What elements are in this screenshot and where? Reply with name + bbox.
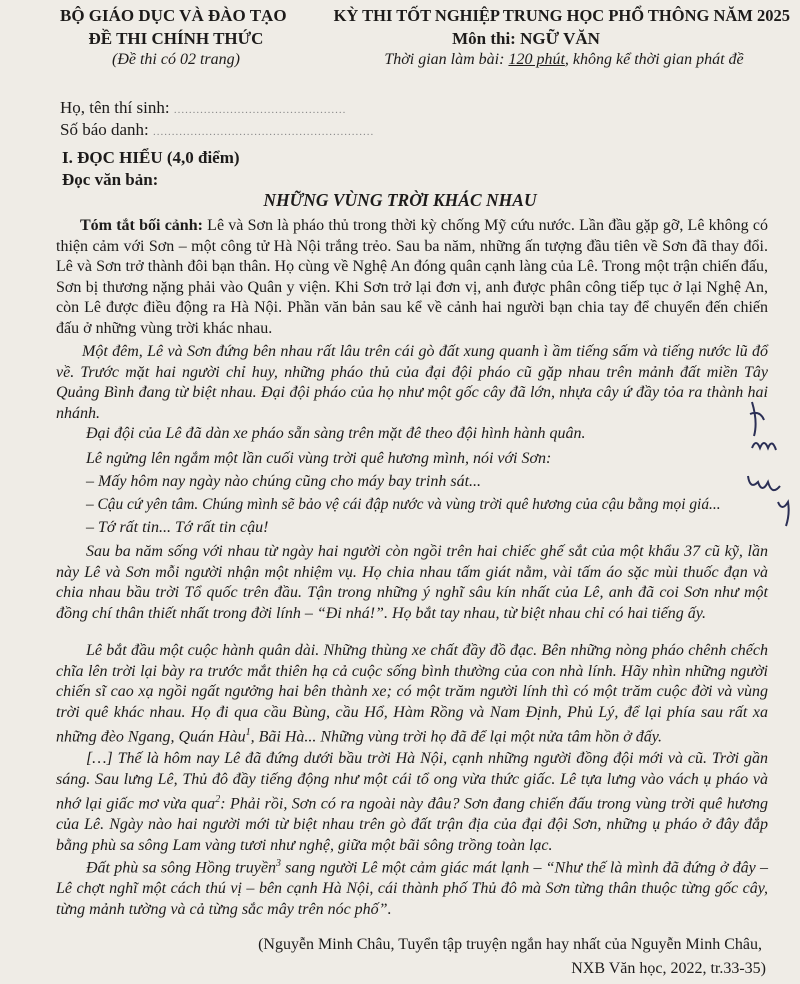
exam-time [296,51,796,69]
candidate-id-label: Số báo danh: [60,120,149,139]
pen-mark-2 [752,443,776,450]
page-count: (Đề thi có 02 trang) [112,51,240,68]
read-label: Đọc văn bản: [62,170,159,189]
context-paragraph [56,216,768,340]
time-suffix: , không kể thời gian phát đề [564,51,744,68]
footnote-ref-1: 1 [245,727,251,739]
dialogue-line-2: – Cậu cứ yên tâm. Chúng mình sẽ bảo vệ cái đập nước và vùng trời quê hương của cậu bằng mọi giá... [86,496,721,513]
exam-subject: Môn thi: NGỮ VĂN [452,29,600,48]
candidate-name-value: .............................................. [173,104,347,116]
candidate-id-value: ........................................................... [153,126,375,138]
candidate-id-row [60,120,374,140]
context-text: Lê và Sơn là pháo thủ trong thời kỳ chống Mỹ cứu nước. Lần đầu gặp gỡ, Lê không có thiện cảm với Sơn – một công tử Hà Nội trắng trẻo. Sau ba năm, những ấn tượng đầu tiên về Sơn đã thay đổi. Lê và Sơn trở thành đôi bạn thân. Họ cùng về Nghệ An đóng quân cạnh làng của Lê. Trong một trận chiến đấu, Sơn bị thương nặng phải vào Quân y viện. Khi Sơn trở lại đơn vị, anh được phân công tiếp tục ở lại Nghệ An, còn Lê được điều động ra Hà Nội. Phần văn bản sau kể về cảnh hai người bạn chia tay để chuyển đến chiến đấu ở những vùng trời khác nhau. [56,217,769,337]
header-left [60,6,292,69]
story-paragraph-6 [56,749,768,856]
exam-title: KỲ THI TỐT NGHIỆP TRUNG HỌC PHỔ THÔNG NĂM 2025 [333,6,790,25]
official-label: ĐỀ THI CHÍNH THỨC [88,29,264,48]
ministry-name: BỘ GIÁO DỤC VÀ ĐÀO TẠO [60,6,287,25]
time-prefix: Thời gian làm bài: [384,51,509,68]
source-line-2: NXB Văn học, 2022, tr.33-35) [571,960,766,977]
source-line-1: (Nguyễn Minh Châu, Tuyển tập truyện ngắn hay nhất của Nguyễn Minh Châu, [258,936,762,953]
dialogue-line-1: – Mấy hôm nay ngày nào chúng cũng cho máy bay trinh sát... [86,473,482,490]
story-paragraph-5 [56,641,768,748]
pen-mark-1 [750,402,764,436]
story-paragraph-3: Lê ngửng lên ngắm một lần cuối vùng trời quê hương mình, nói với Sơn: [86,450,552,467]
p5-tail: , Bãi Hà... Những vùng trời họ đã để lại một nửa tâm hồn ở đấy. [250,728,663,746]
candidate-name-label: Họ, tên thí sinh: [60,98,170,117]
dialogue-line-3: – Tớ rất tin... Tớ rất tin cậu! [86,519,269,536]
footnote-ref-2: 2 [215,794,221,806]
handwritten-margin-marks [740,392,800,532]
context-label: Tóm tắt bối cảnh: [80,217,203,234]
story-title: NHỮNG VÙNG TRỜI KHÁC NHAU [263,190,537,210]
footnote-ref-3: 3 [275,858,281,869]
p6-text-a: […] Thế là hôm nay Lê đã đứng dưới bầu trời Hà Nội, cạnh những người đồng đội mới và cũ. Trời gần sáng. Sau lưng Lê, Thủ đô đầy tiếng động như một cái tổ ong vừa thức giấc. Lê tựa lưng vào vách ụ pháo và nhớ lại giấc mơ vừa qua [56,750,768,813]
time-value: 120 phút [508,51,565,68]
p5-text: Lê bắt đầu một cuộc hành quân dài. Những thùng xe chất đầy đồ đạc. Bên những nòng pháo chênh chếch chĩa lên trời lại bày ra trước mắt thiên hạ cả cuộc sống bình thường của con nhà lính. Hãy nhìn những người chiến sĩ cao xạ ngồi ngất ngưởng hai bên thành xe; có một trăm người lính thì có một trăm cuộc đời và vùng trời quê khác nhau. Họ đi qua cầu Bùng, cầu Hổ, Hàm Rồng và Nam Định, Phủ Lý, để lại phía sau rất xa những đèo Ngang, Quán Hàu [56,642,768,746]
story-paragraph-2: Đại đội của Lê đã dàn xe pháo sẵn sàng trên mặt đê theo đội hình hành quân. [86,425,586,442]
story-paragraph-7 [56,854,768,920]
pen-mark-3 [748,476,780,490]
story-paragraph-4: Sau ba năm sống với nhau từ ngày hai người còn ngồi trên hai chiếc ghế sắt của một khẩu 37 cũ kỹ, lần này Lê và Sơn mỗi người nhận một nhiệm vụ. Họ chia nhau tấm giát nằm, vài tấm áo sặc mùi thuốc đạn và chia nhau bầu trời Tổ quốc trên đầu. Tận trong những ý nghĩ sâu kín nhất của Lê, anh đã coi Sơn như một đồng chí thân thiết nhất trong đời lính – “Đi nhá!”. Họ bắt tay nhau, từ biệt nhau chỉ có hai tiếng ấy. [56,543,768,622]
header-right [296,6,796,69]
section-heading: I. ĐỌC HIỂU (4,0 điểm) [62,148,240,167]
p7-text-a: Đất phù sa sông Hồng truyền [86,859,276,877]
candidate-name-row [60,98,346,118]
p7-text-b: sang người Lê một cảm giác mát lạnh – “Như thế là mình đã đứng ở đây – Lê chợt nghĩ một cách thú vị – bên cạnh Hà Nội, cái thành phố Thủ đô mà Sơn từng thân thuộc từng gốc cây, từng mảnh tường và cả từng sắc mây trên nóc phố”. [56,859,768,918]
pen-mark-4 [778,502,789,526]
story-paragraph-1: Một đêm, Lê và Sơn đứng bên nhau rất lâu trên cái gò đất xung quanh ì ầm tiếng sấm và tiếng nước lũ đổ về. Trước mặt hai người chỉ huy, những pháo thủ của đại đội pháo cũ gặp nhau trên mảnh đất miền Tây Quảng Bình đang từ biệt nhau. Đại đội pháo của họ như một gốc cây đã lớn, nhựa cây ứ đầy tỏa ra thành hai nhánh. [56,343,768,422]
p6-text-b: : Phải rồi, Sơn có ra ngoài này đâu? Sơn đang chiến đấu trong vùng trời quê hương của Lê. Ngày nào hai người mới từ biệt nhau trên gò đất trận địa của đại đội Sơn, những ụ pháo ở đây đắp bằng phù sa sông Lam vàng tươi như nghệ, giữa một bãi sông trồng toàn lạc. [56,795,768,854]
